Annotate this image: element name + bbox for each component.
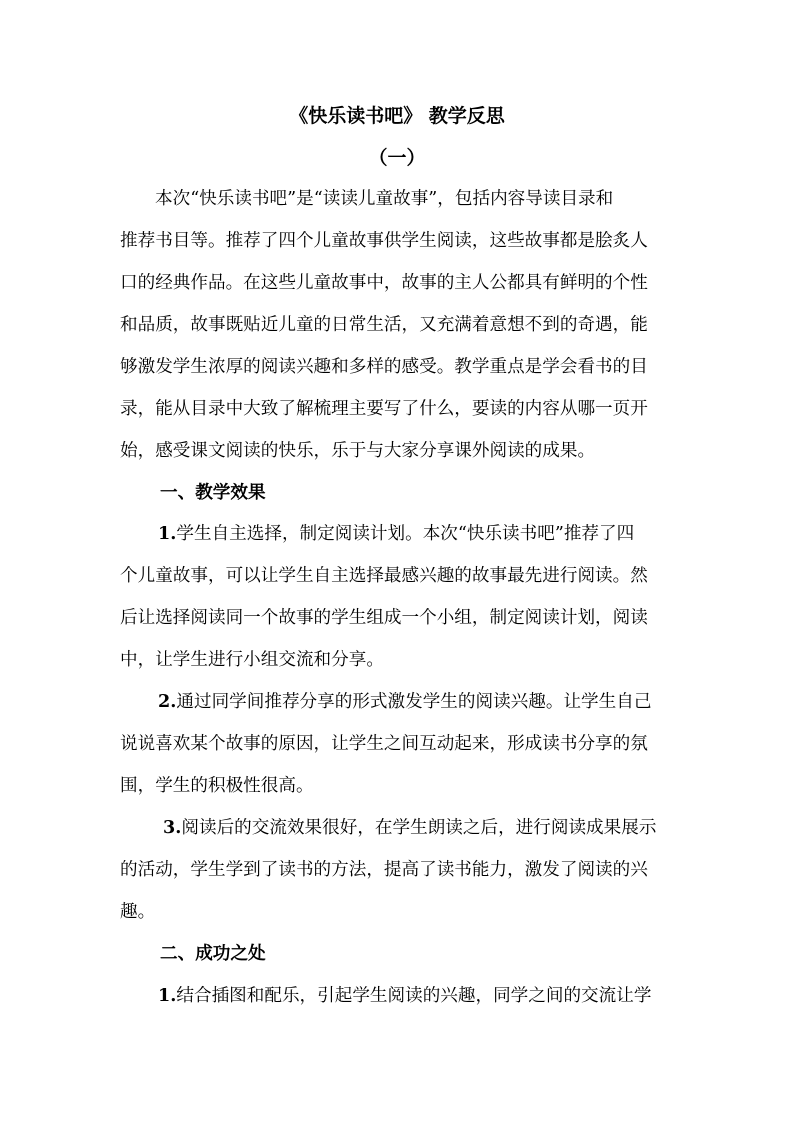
effect-item-3-line-1 xyxy=(163,816,656,840)
intro-line-5: 够激发学生浓厚的阅读兴趣和多样的感受。教学重点是学会看书的目 xyxy=(120,357,648,377)
intro-line-7: 始，感受课文阅读的快乐，乐于与大家分享课外阅读的成果。 xyxy=(120,441,596,461)
effect-item-1-line-4: 中，让学生进行小组交流和分享。 xyxy=(120,650,384,670)
effect-item-2-line-1 xyxy=(158,690,651,714)
intro-line-6: 录，能从目录中大致了解梳理主要写了什么，要读的内容从哪一页开 xyxy=(120,399,648,419)
effect-item-3-line-3: 趣。 xyxy=(120,902,156,922)
intro-line-2: 推荐书目等。推荐了四个儿童故事供学生阅读，这些故事都是脍炙人 xyxy=(120,231,648,251)
item-number: 1. xyxy=(158,985,177,1006)
effect-item-2-line-2: 说说喜欢某个故事的原因，让学生之间互动起来，形成读书分享的氛 xyxy=(120,734,648,754)
item-text: 结合插图和配乐，引起学生阅读的兴趣，同学之间的交流让学 xyxy=(176,986,652,1006)
intro-line-1: 本次“快乐读书吧”是“读读儿童故事”，包括内容导读目录和 xyxy=(155,189,614,209)
item-number: 3. xyxy=(163,817,182,838)
intro-line-4: 和品质，故事既贴近儿童的日常生活，又充满着意想不到的奇遇，能 xyxy=(120,315,648,335)
effect-item-2-line-3: 围，学生的积极性很高。 xyxy=(120,776,314,796)
item-number: 2. xyxy=(158,691,177,712)
effect-item-1-line-1 xyxy=(158,522,634,546)
intro-line-3: 口的经典作品。在这些儿童故事中，故事的主人公都具有鲜明的个性 xyxy=(120,273,648,293)
effect-item-1-line-2: 个儿童故事，可以让学生自主选择最感兴趣的故事最先进行阅读。然 xyxy=(120,566,648,586)
item-text: 学生自主选择，制定阅读计划。本次“快乐读书吧”推荐了四 xyxy=(176,524,635,544)
effect-item-1-line-3: 后让选择阅读同一个故事的学生组成一个小组，制定阅读计划，阅读 xyxy=(120,608,648,628)
item-number: 1. xyxy=(158,523,177,544)
section-heading-teaching-effect: 一、教学效果 xyxy=(160,482,266,503)
document-subtitle: （一） xyxy=(368,147,426,169)
item-text: 阅读后的交流效果很好，在学生朗读之后，进行阅读成果展示 xyxy=(181,818,657,838)
section-heading-success: 二、成功之处 xyxy=(160,943,266,964)
item-text: 通过同学间推荐分享的形式激发学生的阅读兴趣。让学生自己 xyxy=(176,692,652,712)
effect-item-3-line-2: 的活动，学生学到了读书的方法，提高了读书能力，激发了阅读的兴 xyxy=(120,860,648,880)
document-title: 《快乐读书吧》 教学反思 xyxy=(289,105,505,127)
success-item-1-line-1 xyxy=(158,984,651,1008)
